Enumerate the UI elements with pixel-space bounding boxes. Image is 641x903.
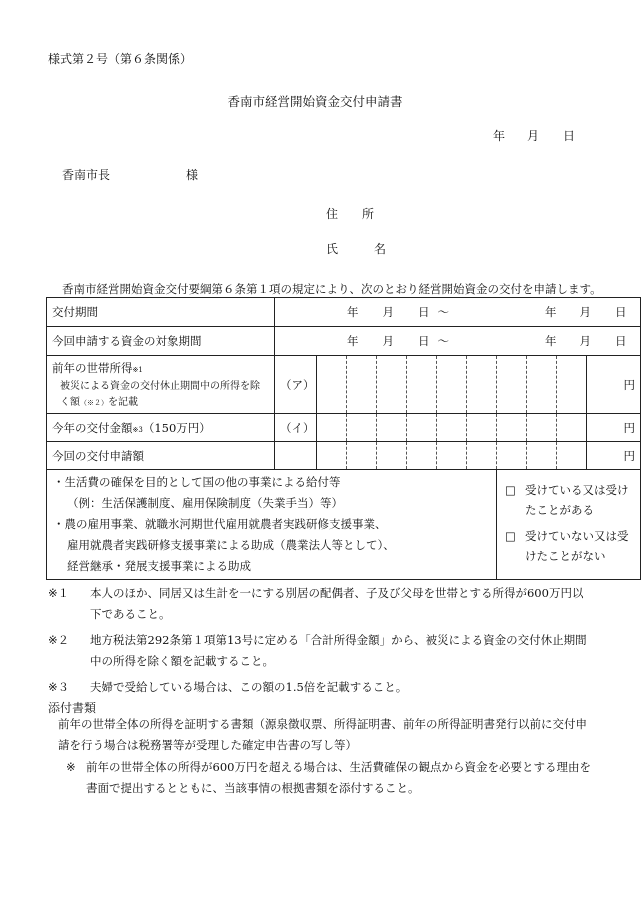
- grant-amount-row: [47, 414, 641, 442]
- grant-digit[interactable]: [557, 414, 587, 442]
- attachments-note-text: 前年の世帯全体の所得が600万円を超える場合は、生活費確保の観点から資金を必要とする理由を書面で提出するとともに、当該事情の根拠書類を添付すること。: [86, 760, 591, 795]
- addressee-honorific: 様: [186, 168, 199, 182]
- period-tilde: ～: [437, 305, 449, 319]
- target-end-year: 年: [545, 334, 557, 348]
- income-label: 前年の世帯所得: [52, 360, 133, 375]
- intro-text: 香南市経営開始資金交付要綱第６条第１項の規定により、次のとおり経営開始資金の交付を申請します。: [62, 282, 602, 296]
- grant-note-ref: ※3: [132, 425, 143, 434]
- income-digit[interactable]: [347, 356, 377, 414]
- income-sub-line1: 被災による資金の交付休止期間中の所得を除: [60, 380, 260, 392]
- checkbox-icon[interactable]: □: [505, 528, 516, 543]
- date-day-label: 日: [563, 129, 576, 143]
- income-digit[interactable]: [497, 356, 527, 414]
- footnote: [48, 583, 593, 625]
- date-year-label: 年: [493, 129, 506, 143]
- request-digit[interactable]: [317, 442, 347, 470]
- period-start-year: 年: [347, 305, 359, 319]
- income-digit[interactable]: [377, 356, 407, 414]
- application-table: [46, 297, 641, 580]
- income-digit[interactable]: [557, 356, 587, 414]
- target-end-month: 月: [579, 334, 591, 348]
- address-label: 住 所: [326, 207, 381, 221]
- grant-amount-value: （150万円）: [142, 420, 211, 435]
- footnote-text: 本人のほか、同居又は生計を一にする別居の配偶者、子及び父母を世帯とする所得が600万円以下であること。: [90, 586, 584, 621]
- request-digit[interactable]: [347, 442, 377, 470]
- period-end-year: 年: [545, 305, 557, 319]
- grant-period-field[interactable]: [275, 298, 641, 327]
- period-end-day: 日: [615, 305, 627, 319]
- request-digit[interactable]: [407, 442, 437, 470]
- income-digit[interactable]: [407, 356, 437, 414]
- grant-digit[interactable]: [527, 414, 557, 442]
- attachments-body: 前年の世帯全体の所得を証明する書類（源泉徴収票、所得証明書、前年の所得証明書発行以前に交付申請を行う場合は税務署等が受理した確定申告書の写し等）: [58, 717, 587, 752]
- income-label-cell: [47, 356, 275, 414]
- request-digit[interactable]: [527, 442, 557, 470]
- footnote-mark: ※３: [48, 680, 70, 694]
- grant-period-row: [47, 298, 641, 327]
- target-period-field[interactable]: [275, 327, 641, 356]
- footnote: [48, 630, 593, 672]
- name-label: 氏 名: [326, 242, 399, 256]
- footnote-mark: ※１: [48, 586, 70, 600]
- attachments-note: [66, 757, 593, 799]
- period-end-month: 月: [579, 305, 591, 319]
- income-digit[interactable]: [317, 356, 347, 414]
- benefit-line: 雇用就農者実践研修支援事業による助成（農業法人等として）、: [67, 538, 395, 552]
- request-mark-cell: [275, 442, 317, 470]
- benefit-line: （例：生活保護制度、雇用保険制度（失業手当）等）: [67, 496, 343, 510]
- grant-amount-label-cell: [47, 414, 275, 442]
- footnote-mark: ※２: [48, 633, 70, 647]
- request-amount-label: 今回の交付申請額: [47, 442, 275, 470]
- request-digit[interactable]: [377, 442, 407, 470]
- income-sub-ref: （※２）: [80, 398, 108, 407]
- other-benefits-row: [47, 470, 641, 580]
- grant-unit: 円: [587, 414, 641, 442]
- grant-period-label: 交付期間: [47, 298, 275, 327]
- grant-mark-i: （イ）: [275, 414, 317, 442]
- target-period-label: 今回申請する資金の対象期間: [47, 327, 275, 356]
- benefit-line: ・生活費の確保を目的として国の他の事業による給付等: [53, 475, 341, 489]
- target-end-day: 日: [615, 334, 627, 348]
- attachments-note-mark: ※: [66, 760, 76, 774]
- footnotes: [48, 583, 593, 703]
- target-start-day: 日: [418, 334, 430, 348]
- request-amount-row: [47, 442, 641, 470]
- grant-digit[interactable]: [377, 414, 407, 442]
- choice-received-label: 受けている又は受けたことがある: [525, 482, 629, 517]
- request-unit: 円: [587, 442, 641, 470]
- choice-received[interactable]: [505, 480, 636, 520]
- income-unit: 円: [587, 356, 641, 414]
- footnote-text: 夫婦で受給している場合は、この額の1.5倍を記載すること。: [90, 680, 408, 694]
- request-digit[interactable]: [497, 442, 527, 470]
- request-digit[interactable]: [467, 442, 497, 470]
- checkbox-icon[interactable]: □: [505, 482, 516, 497]
- income-note-ref: ※1: [132, 365, 143, 374]
- income-sub-line2: く額: [60, 396, 80, 408]
- document-title: 香南市経営開始資金交付申請書: [227, 94, 403, 109]
- benefit-line: 経営継承・発展支援事業による助成: [67, 559, 251, 573]
- benefit-choice-cell: [497, 470, 641, 580]
- target-period-row: [47, 327, 641, 356]
- grant-digit[interactable]: [407, 414, 437, 442]
- period-start-day: 日: [418, 305, 430, 319]
- other-benefits-description: [47, 470, 497, 580]
- grant-digit[interactable]: [467, 414, 497, 442]
- attachments-title: 添付書類: [48, 701, 97, 715]
- grant-digit[interactable]: [347, 414, 377, 442]
- grant-digit[interactable]: [497, 414, 527, 442]
- footnote-text: 地方税法第292条第１項第13号に定める「合計所得金額」から、被災による資金の交付休止期間中の所得を除く額を記載すること。: [90, 633, 587, 668]
- income-mark-a: （ア）: [275, 356, 317, 414]
- choice-not-received[interactable]: [505, 526, 636, 566]
- target-start-year: 年: [347, 334, 359, 348]
- request-digit[interactable]: [557, 442, 587, 470]
- income-sub-suffix: を記載: [108, 396, 138, 408]
- addressee-mayor: 香南市長: [62, 168, 111, 182]
- choice-not-received-label: 受けていない又は受けたことがない: [525, 528, 629, 563]
- grant-digit[interactable]: [317, 414, 347, 442]
- income-digit[interactable]: [527, 356, 557, 414]
- income-digit[interactable]: [467, 356, 497, 414]
- target-start-month: 月: [382, 334, 394, 348]
- footnote: [48, 677, 593, 698]
- benefit-line: ・農の雇用事業、就職氷河期世代雇用就農者実践研修支援事業、: [53, 517, 387, 531]
- target-tilde: ～: [437, 334, 449, 348]
- income-digit[interactable]: [437, 356, 467, 414]
- grant-amount-label: 今年の交付金額: [52, 420, 133, 435]
- date-month-label: 月: [527, 129, 540, 143]
- grant-digit[interactable]: [437, 414, 467, 442]
- income-row: [47, 356, 641, 414]
- form-number: 様式第２号（第６条関係）: [48, 52, 193, 66]
- request-digit[interactable]: [437, 442, 467, 470]
- period-start-month: 月: [382, 305, 394, 319]
